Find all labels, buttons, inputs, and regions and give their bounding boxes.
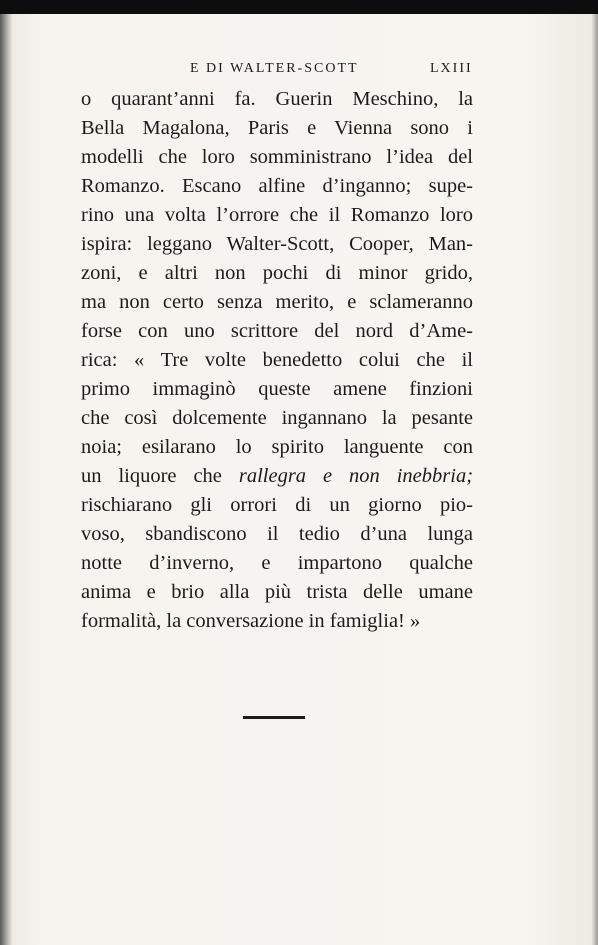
text-segment: un liquore che [81, 465, 222, 487]
text-line: modelli che loro somministrano l’idea del [81, 146, 473, 168]
text-line: voso, sbandiscono il tedio d’una lunga [81, 523, 473, 545]
text-line: o quarant’anni fa. Guerin Meschino, la [81, 88, 473, 110]
page-number: LXIII [430, 61, 473, 76]
text-line: rica: « Tre volte benedetto colui che il [81, 349, 473, 371]
text-line-mixed [81, 462, 473, 491]
body-text [81, 85, 473, 636]
text-line: rino una volta l’orrore che il Romanzo loro [81, 204, 473, 226]
section-end-rule [243, 716, 305, 719]
text-line: forse con uno scrittore del nord d’Ame- [81, 320, 473, 342]
scan-right-edge [592, 14, 598, 945]
text-line: zoni, e altri non pochi di minor grido, [81, 262, 473, 284]
text-line: noia; esilarano lo spirito languente con [81, 436, 473, 458]
text-line: rischiarano gli orrori di un giorno pio- [81, 494, 473, 516]
scan-top-edge [0, 0, 598, 14]
italic-phrase: rallegra e non inebbria; [238, 465, 474, 487]
text-line: primo immaginò queste amene finzioni [81, 378, 473, 400]
text-line: formalità, la conversazione in famiglia! » [81, 610, 421, 632]
page-gutter [0, 14, 12, 945]
text-line: Bella Magalona, Paris e Vienna sono i [81, 117, 473, 139]
text-line: ispira: leggano Walter-Scott, Cooper, Man- [81, 233, 473, 255]
text-line: anima e brio alla più trista delle umane [81, 581, 473, 603]
text-line: che così dolcemente ingannano la pesante [81, 407, 473, 429]
text-line: ma non certo senza merito, e sclameranno [81, 291, 473, 313]
text-line: Romanzo. Escano alfine d’inganno; supe- [81, 175, 473, 197]
running-title: E DI WALTER-SCOTT [190, 61, 359, 76]
text-line: notte d’inverno, e impartono qualche [81, 552, 473, 574]
